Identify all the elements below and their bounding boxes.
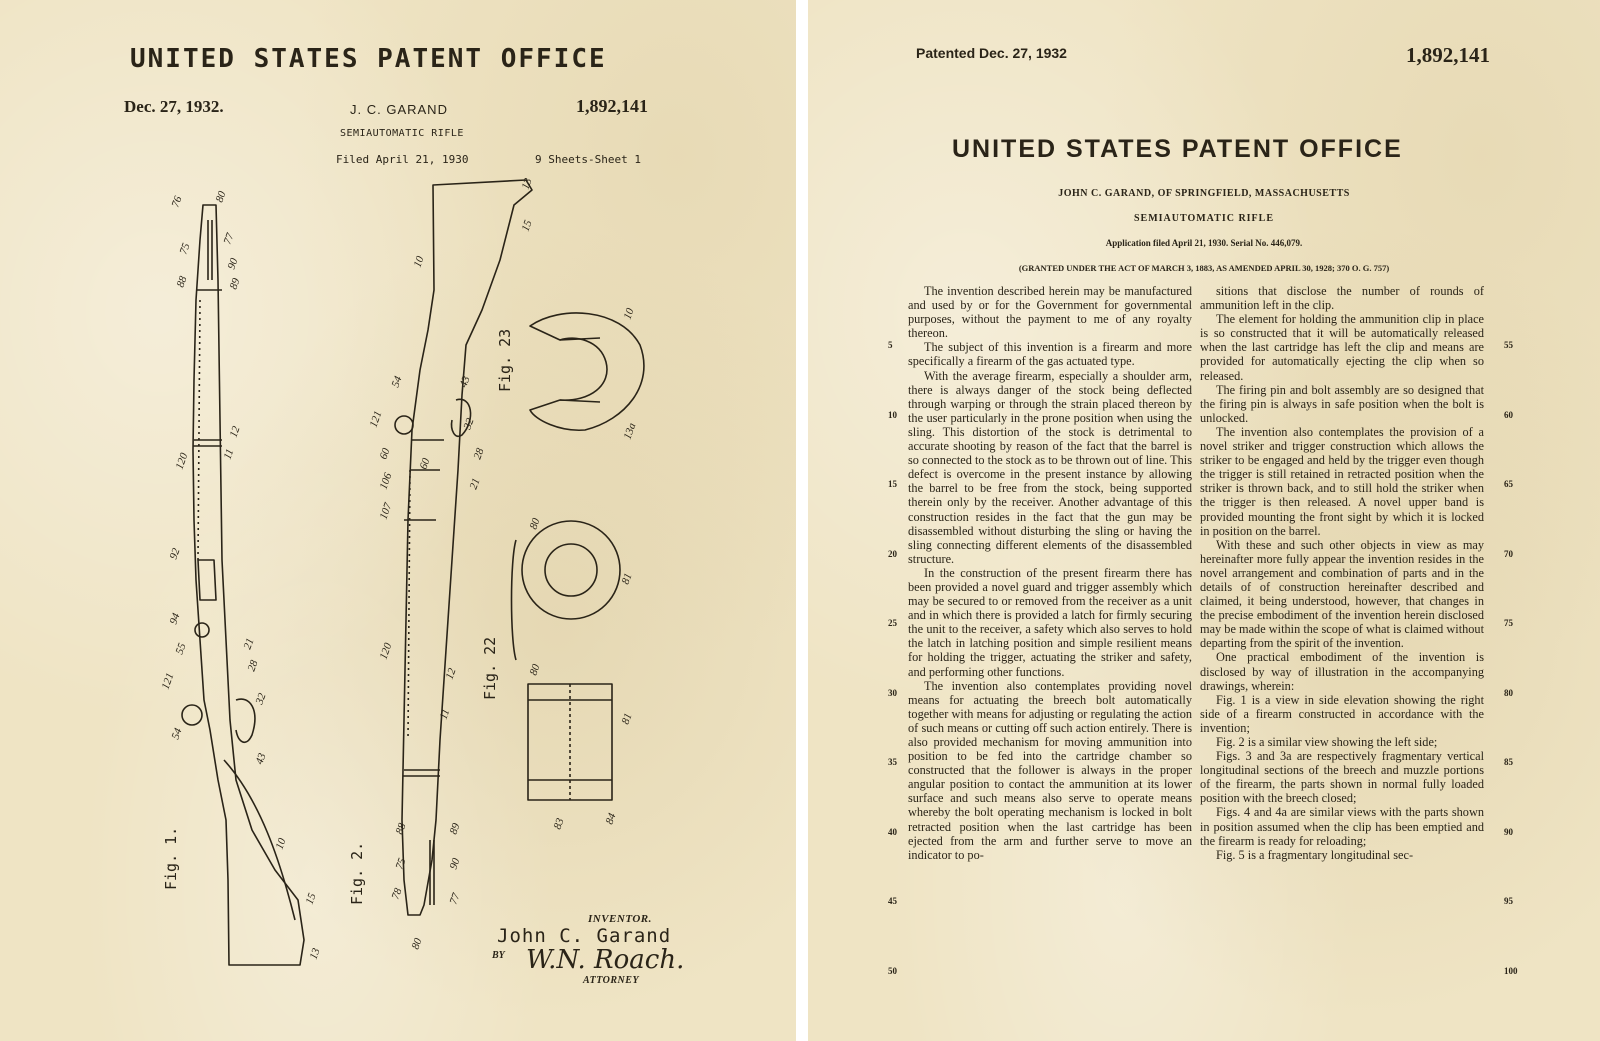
- line-number: 70: [1504, 548, 1513, 559]
- reference-numeral: 11: [437, 707, 453, 722]
- line-number: 55: [1504, 340, 1513, 350]
- line-number: 25: [888, 618, 897, 628]
- reference-numeral: 12: [443, 666, 459, 682]
- inventor-caption: INVENTOR.: [588, 913, 652, 925]
- reference-numeral: 75: [177, 241, 193, 257]
- reference-numeral: 75: [393, 856, 409, 872]
- spec-paragraph: In the construction of the present firearm there has been provided a novel guard and trigger assembly which may be secured to or removed from the receiver as a unit and in which there is provided a latch for firmly securing the unit to the receiver, a safety which also serves to hold the latch in latching position and simple resilient means for holding the trigger, actuating the striker and safety, and performing other functions.: [908, 565, 1192, 679]
- fig22-label: Fig. 22: [481, 636, 499, 700]
- spec-paragraph: With the average firearm, especially a shoulder arm, there is always danger of the stock being deflected through warping or through the strain placed thereon by the user particularly in the prone position when using the sling. This distortion of the stock is detrimental to accurate shooting by reason of the fact that the barrel is so connected to the stock as to be thrown out of line. This defect is overcome in the present instance by allowing the barrel to be free from the stock, being supported therein only by the receiver. Another advantage of this construction resides in the fact that the gun may be disassembled without disturbing the sling or having the sling connecting different elements of the disassembled structure.: [908, 368, 1192, 566]
- reference-numeral: 13a: [621, 421, 639, 442]
- reference-numeral: 84: [603, 811, 619, 827]
- line-number: 75: [1504, 618, 1513, 628]
- invention-title: SEMIAUTOMATIC RIFLE: [1133, 213, 1275, 224]
- fig23-label: Fig. 23: [496, 328, 514, 392]
- drawing-sheet: [0, 0, 796, 1041]
- line-number: 90: [1504, 826, 1513, 837]
- attorney-signature: W.N. Roach.: [526, 945, 685, 975]
- reference-numeral: 10: [273, 836, 289, 852]
- reference-numeral: 43: [457, 374, 473, 390]
- office-title: UNITED STATES PATENT OFFICE: [130, 44, 607, 74]
- line-number: 65: [1504, 479, 1513, 489]
- patent-number: 1,892,141: [576, 96, 648, 116]
- reference-numeral: 28: [245, 658, 261, 674]
- reference-numeral: 77: [447, 891, 463, 907]
- reference-numeral: 10: [621, 306, 637, 322]
- attorney-caption: ATTORNEY: [583, 975, 640, 986]
- reference-numeral: 15: [303, 891, 319, 907]
- line-number: 5: [888, 340, 893, 350]
- reference-numeral: 88: [393, 821, 409, 837]
- reference-numeral: 32: [461, 416, 477, 432]
- line-number: 50: [888, 965, 897, 976]
- spec-paragraph: Fig. 1 is a view in side elevation showing the right side of a firearm constructed in accordance with the invention;: [1200, 692, 1484, 735]
- reference-numeral: 77: [221, 231, 237, 247]
- spec-paragraph: The firing pin and bolt assembly are so designed that the firing pin is always in safe position when the bolt is unlocked.: [1200, 382, 1484, 425]
- line-number: 60: [1504, 409, 1513, 420]
- reference-numeral: 13: [519, 176, 535, 192]
- reference-numeral: 76: [169, 194, 185, 210]
- reference-numeral: 80: [409, 936, 425, 952]
- reference-numeral: 10: [411, 254, 427, 270]
- filed-date: Filed April 21, 1930: [336, 153, 469, 166]
- fig2-label: Fig. 2.: [348, 841, 366, 905]
- reference-numeral: 28: [471, 446, 487, 462]
- patent-date: Dec. 27, 1932.: [124, 97, 224, 116]
- reference-numeral: 90: [447, 856, 463, 872]
- reference-numeral: 80: [527, 516, 543, 532]
- reference-numeral: 90: [225, 256, 241, 272]
- reference-numeral: 94: [167, 611, 183, 627]
- reference-numeral: 120: [377, 641, 395, 662]
- spec-paragraph: Figs. 3 and 3a are respectively fragmentary vertical longitudinal sections of the breech and muzzle portions of the firearm, the parts shown in normal fully loaded position with the breech closed;: [1200, 749, 1484, 806]
- fig2-rifle-drawing: [395, 180, 532, 915]
- spec-column-right: [1200, 284, 1484, 862]
- reference-numeral: 120: [173, 451, 191, 472]
- patented-date: Patented Dec. 27, 1932: [916, 45, 1067, 61]
- fig23-clip-drawing: [530, 313, 644, 430]
- line-number: 35: [888, 757, 897, 767]
- reference-numeral: 60: [417, 456, 433, 472]
- reference-numeral: 12: [227, 424, 243, 440]
- reference-numeral: 88: [174, 274, 190, 290]
- line-number: 85: [1504, 757, 1513, 767]
- inventor-line: JOHN C. GARAND, OF SPRINGFIELD, MASSACHUSETTS: [1058, 188, 1350, 199]
- patent-drawing: [0, 0, 796, 1041]
- reference-numeral: 121: [367, 409, 385, 430]
- reference-numeral: 54: [389, 374, 405, 390]
- reference-numeral: 21: [467, 476, 483, 492]
- spec-paragraph: One practical embodiment of the invention is disclosed by way of illustration in the accompanying drawings, wherein:: [1200, 650, 1484, 693]
- spec-paragraph: The invention also contemplates the provision of a novel striker and trigger construction which allows the striker to be engaged and held by the trigger even though the trigger is still retained in retracted position when the striker is thrown back, and to still hold the striker when the trigger is then released. A novel upper band is provided mounting the front sight by which it is locked in position on the barrel.: [1200, 424, 1484, 538]
- reference-numeral: 80: [213, 189, 229, 205]
- reference-numeral: 54: [169, 726, 185, 742]
- spec-paragraph: Fig. 5 is a fragmentary longitudinal sec-: [1216, 847, 1414, 862]
- line-number: 20: [888, 548, 897, 559]
- patent-number: 1,892,141: [1406, 43, 1490, 67]
- reference-numeral: 107: [377, 501, 395, 522]
- reference-numeral: 32: [253, 691, 269, 707]
- spec-paragraph: The element for holding the ammunition clip in place is so constructed that it will be automatically released when the last cartridge has left the clip and means are provided for automatically ejecting the clip when so released.: [1200, 312, 1484, 383]
- spec-paragraph: With these and such other objects in view as may hereinafter more fully appear the invention resides in the novel arrangement and combination of parts and in the details of of construction hereinafter described and claimed, it being understood, however, that changes in the precise embodiment of the invention herein disclosed may be made within the scope of what is claimed without departing from the spirit of the invention.: [1200, 537, 1484, 651]
- inventor-signature-name: John C. Garand: [497, 925, 672, 947]
- reference-numeral: 106: [377, 471, 395, 492]
- spec-paragraph: Fig. 2 is a similar view showing the left side;: [1216, 735, 1438, 749]
- line-number: 95: [1504, 896, 1513, 906]
- invention-title: SEMIAUTOMATIC RIFLE: [340, 128, 464, 139]
- specification-sheet: [808, 0, 1600, 1041]
- spec-paragraph: sitions that disclose the number of rounds of ammunition left in the clip.: [1200, 284, 1484, 313]
- reference-numeral: 81: [619, 711, 635, 727]
- reference-numeral: 92: [167, 546, 183, 562]
- reference-numeral: 15: [519, 218, 535, 234]
- line-number: 45: [888, 896, 897, 906]
- reference-numeral: 11: [221, 447, 237, 462]
- reference-numeral: 121: [159, 671, 177, 692]
- reference-numeral: 89: [227, 276, 243, 292]
- spec-column-left: [908, 284, 1192, 862]
- reference-numeral: 81: [619, 571, 635, 587]
- office-title: UNITED STATES PATENT OFFICE: [952, 135, 1403, 163]
- application-line: Application filed April 21, 1930. Serial No. 446,079.: [1105, 238, 1303, 248]
- line-number: 100: [1504, 965, 1518, 976]
- inventor-name-header: J. C. GARAND: [350, 102, 448, 117]
- spec-paragraph: Figs. 4 and 4a are similar views with the parts shown in position assumed when the clip has been emptied and the firearm is ready for reloading;: [1200, 805, 1484, 848]
- reference-numeral: 13: [307, 946, 323, 962]
- reference-numeral: 80: [527, 662, 543, 678]
- fig1-rifle-drawing: [182, 205, 304, 965]
- fig22-ring-drawing: [512, 521, 621, 800]
- spec-paragraph: The subject of this invention is a firearm and more specifically a firearm of the gas actuated type.: [908, 340, 1192, 369]
- reference-numeral: 60: [377, 446, 393, 462]
- by-label: BY: [492, 950, 505, 961]
- granted-line: (GRANTED UNDER THE ACT OF MARCH 3, 1883, AS AMENDED APRIL 30, 1928; 370 O. G. 757): [1018, 263, 1390, 273]
- spec-paragraph: The invention also contemplates providing novel means for actuating the breech bolt automatically together with means for adjusting or regulating the action of such means or cutting off such action entirely. There is also provided mechanism for moving ammunition into position to be fed into the cartridge chamber so constructed that the follower is always in the proper angular position to contact the ammunition at its lower surface and such means also serve to operate means whereby the bolt operating mechanism is locked in bolt retracted position when the last cartridge has been ejected from the arm and further serve to move an indicator to po-: [908, 678, 1192, 862]
- reference-numeral: 83: [551, 816, 567, 832]
- line-number: 40: [888, 826, 897, 837]
- line-number: 30: [888, 687, 897, 698]
- sheet-count: 9 Sheets-Sheet 1: [535, 153, 641, 166]
- reference-numeral: 78: [389, 886, 405, 902]
- spec-paragraph: The invention described herein may be manufactured and used by or for the Government for governmental purposes, without the payment to me of any royalty thereon.: [908, 284, 1192, 341]
- line-number: 10: [888, 409, 897, 420]
- reference-numeral: 89: [447, 821, 463, 837]
- reference-numeral: 21: [241, 636, 257, 652]
- reference-numerals: [160, 176, 639, 961]
- line-number: 80: [1504, 687, 1513, 698]
- line-number: 15: [888, 479, 897, 489]
- reference-numeral: 43: [253, 751, 269, 767]
- fig1-label: Fig. 1.: [162, 826, 180, 890]
- reference-numeral: 55: [173, 641, 189, 657]
